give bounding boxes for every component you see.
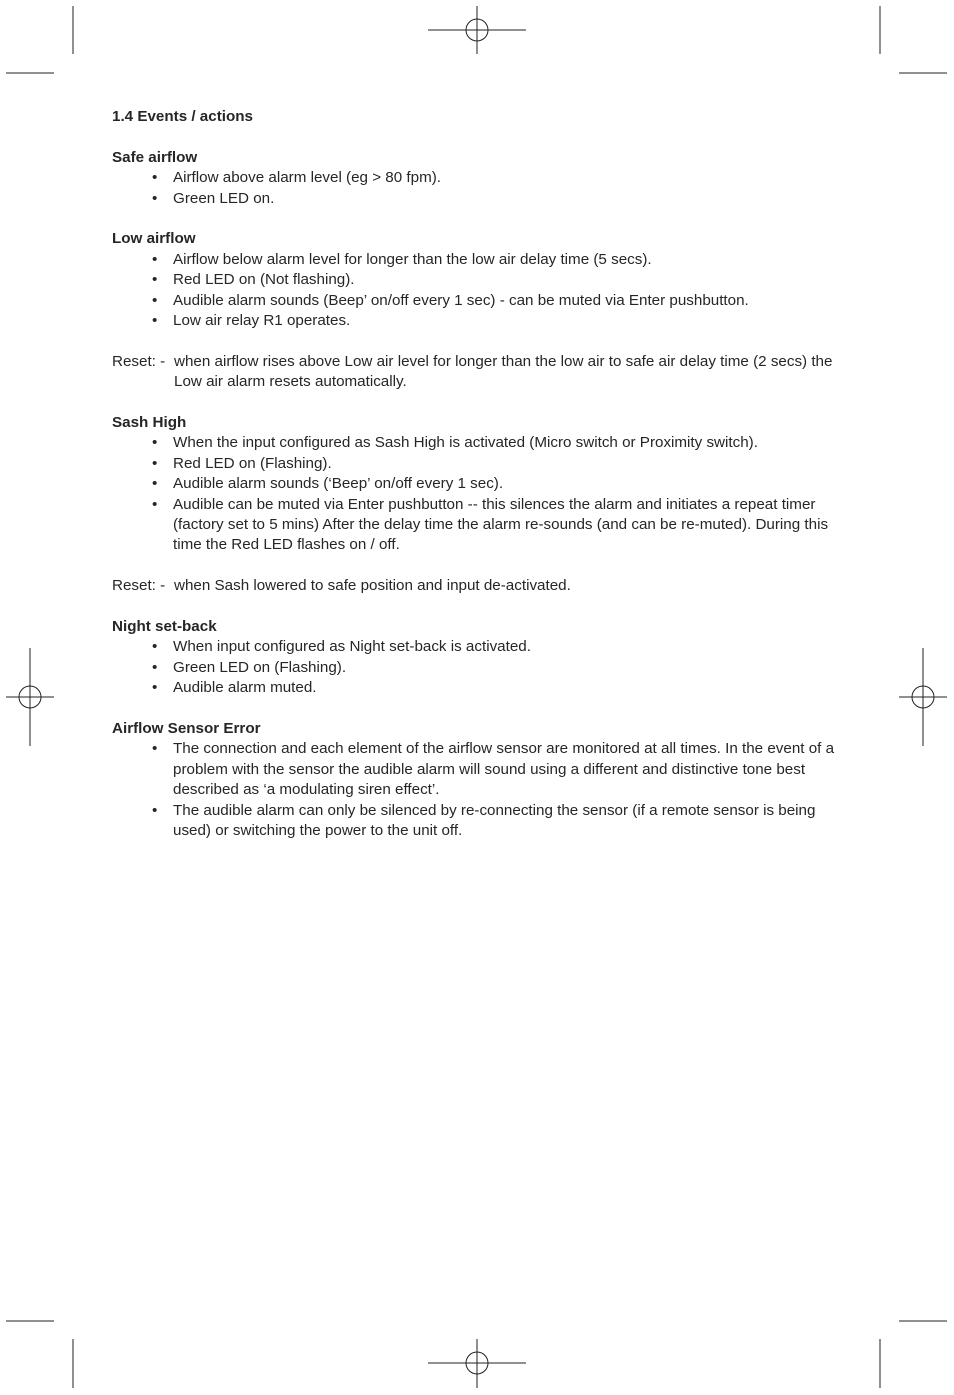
reset-label: Reset: - — [112, 577, 166, 595]
bullet-icon: • — [152, 638, 158, 656]
bullet-icon: • — [152, 801, 158, 819]
document-body — [112, 107, 852, 841]
reset-text: when Sash lowered to safe position and input de-activated. — [174, 577, 571, 595]
bullet-icon: • — [152, 740, 158, 758]
heading-night-setback: Night set-back — [112, 618, 217, 635]
list-sash-high — [112, 433, 852, 555]
bullet-icon: • — [152, 169, 158, 187]
bullet-icon: • — [152, 189, 158, 207]
bullet-icon: • — [152, 291, 158, 309]
bullet-icon: • — [152, 495, 158, 513]
list-item: • Airflow above alarm level (eg > 80 fpm). — [112, 168, 852, 188]
list-item: • When the input configured as Sash High is activated (Micro switch or Proximity switch). — [112, 433, 852, 453]
bullet-icon: • — [152, 679, 158, 697]
list-item: • Audible alarm sounds (‘Beep’ on/off every 1 sec). — [112, 474, 852, 494]
reset-text: when airflow rises above Low air level for longer than the low air to safe air delay time (2 secs) the Low air alarm resets automatically. — [174, 352, 833, 391]
section-title: 1.4 Events / actions — [112, 108, 253, 125]
list-item: • Audible alarm sounds (Beep’ on/off every 1 sec) - can be muted via Enter pushbutton. — [112, 291, 852, 311]
list-night-setback — [112, 637, 852, 698]
list-item: • Audible can be muted via Enter pushbutton -- this silences the alarm and initiates a repeat timer (factory set to 5 mins) After the delay time the alarm re-sounds (and can be re-muted). During this time the Red LED flashes on / off. — [152, 495, 829, 554]
bullet-icon: • — [152, 454, 158, 472]
heading-low-airflow: Low airflow — [112, 230, 196, 248]
reset-label: Reset: - — [112, 352, 166, 370]
heading-sensor-error: Airflow Sensor Error — [112, 720, 261, 737]
list-item: • The connection and each element of the airflow sensor are monitored at all times. In the event of a problem with the sensor the audible alarm will sound using a different and distinctive tone best described as ‘a modulating siren effect’. — [152, 740, 835, 799]
bullet-icon: • — [152, 658, 158, 676]
list-item: • Green LED on. — [112, 189, 852, 209]
list-item: • When input configured as Night set-back is activated. — [112, 637, 852, 657]
list-safe-airflow — [112, 168, 852, 209]
bullet-icon: • — [152, 250, 158, 268]
bullet-icon: • — [152, 434, 158, 452]
reset-sash-high — [112, 576, 852, 596]
heading-sash-high: Sash High — [112, 413, 187, 431]
list-item: • Low air relay R1 operates. — [112, 311, 852, 331]
list-item: • Red LED on (Flashing). — [112, 454, 852, 474]
list-item: • Green LED on (Flashing). — [112, 658, 852, 678]
bullet-icon: • — [152, 311, 158, 329]
bullet-icon: • — [152, 475, 158, 493]
list-item: • Red LED on (Not flashing). — [112, 270, 852, 290]
list-item: • The audible alarm can only be silenced by re-connecting the sensor (if a remote sensor is being used) or switching the power to the unit off. — [152, 801, 816, 840]
list-item: • Airflow below alarm level for longer than the low air delay time (5 secs). — [112, 250, 852, 270]
heading-safe-airflow: Safe airflow — [112, 148, 198, 166]
list-sensor-error — [112, 739, 852, 841]
list-low-airflow — [112, 250, 852, 332]
reset-low-airflow — [112, 352, 852, 393]
list-item: • Audible alarm muted. — [112, 678, 852, 698]
bullet-icon: • — [152, 271, 158, 289]
